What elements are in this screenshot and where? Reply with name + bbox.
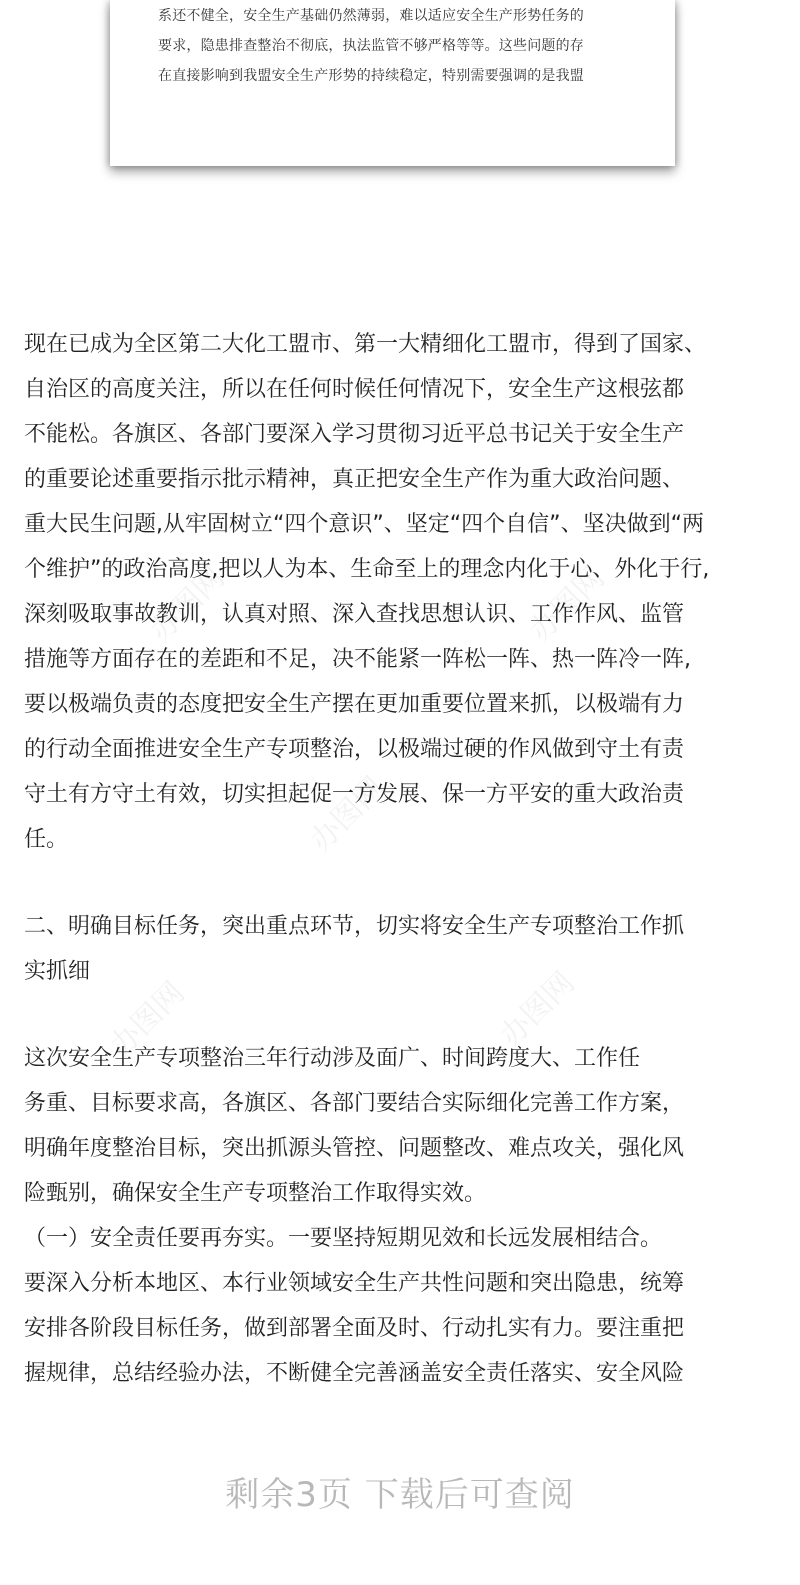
paragraph-line: 的重要论述重要指示批示精神，真正把安全生产作为重大政治问题、 — [24, 467, 685, 492]
preview-line: 在直接影响到我盟安全生产形势的持续稳定，特别需要强调的是我盟 — [158, 68, 584, 84]
paragraph-line: 要以极端负责的态度把安全生产摆在更加重要位置来抓，以极端有力 — [24, 692, 685, 717]
paragraph-line: 自治区的高度关注，所以在任何时候任何情况下，安全生产这根弦都 — [24, 377, 685, 402]
watermark: 办图网 — [523, 560, 612, 649]
paragraph-line: 的行动全面推进安全生产专项整治，以极端过硬的作风做到守土有责 — [24, 737, 685, 762]
preview-line: 要求，隐患排查整治不彻底，执法监管不够严格等等。这些问题的存 — [158, 38, 584, 54]
section-heading: 二、明确目标任务，突出重点环节，切实将安全生产专项整治工作抓 — [24, 914, 685, 939]
section-heading: 实抓细 — [24, 959, 91, 984]
paragraph-line: 险甄别，确保安全生产专项整治工作取得实效。 — [24, 1181, 487, 1206]
watermark: 办图网 — [493, 965, 582, 1054]
paragraph-line: 务重、目标要求高，各旗区、各部门要结合实际细化完善工作方案， — [24, 1091, 685, 1116]
paragraph-line: 守土有方守土有效，切实担起促一方发展、保一方平安的重大政治责 — [24, 782, 685, 807]
paragraph-line: 不能松。各旗区、各部门要深入学习贯彻习近平总书记关于安全生产 — [24, 422, 685, 447]
paragraph-line: 任。 — [24, 827, 69, 852]
preview-line: 系还不健全，安全生产基础仍然薄弱，难以适应安全生产形势任务的 — [158, 8, 584, 24]
paragraph-line: 深刻吸取事故教训，认真对照、深入查找思想认识、工作作风、监管 — [24, 602, 685, 627]
paragraph-line: 要深入分析本地区、本行业领域安全生产共性问题和突出隐患，统筹 — [24, 1271, 685, 1296]
preview-card — [110, 0, 675, 166]
paragraph-line: 现在已成为全区第二大化工盟市、第一大精细化工盟市，得到了国家、 — [24, 332, 707, 357]
paragraph-line: 个维护”的政治高度,把以人为本、生命至上的理念内化于心、外化于行, — [24, 557, 710, 582]
watermark: 办图网 — [143, 560, 232, 649]
paragraph-line: 这次安全生产专项整治三年行动涉及面广、时间跨度大、工作任 — [24, 1046, 641, 1071]
paragraph-line: （一）安全责任要再夯实。一要坚持短期见效和长远发展相结合。 — [24, 1226, 663, 1251]
paragraph-line: 明确年度整治目标，突出抓源头管控、问题整改、难点攻关，强化风 — [24, 1136, 685, 1161]
watermark: 办图网 — [303, 770, 392, 859]
watermark: 办图网 — [103, 975, 192, 1064]
paragraph-line: 重大民生问题,从牢固树立“四个意识”、坚定“四个自信”、坚决做到“两 — [24, 512, 704, 537]
paragraph-line: 安排各阶段目标任务，做到部署全面及时、行动扎实有力。要注重把 — [24, 1316, 685, 1341]
paragraph-line: 措施等方面存在的差距和不足，决不能紧一阵松一阵、热一阵冷一阵, — [24, 647, 691, 672]
paragraph-line: 握规律，总结经验办法，不断健全完善涵盖安全责任落实、安全风险 — [24, 1361, 685, 1386]
remaining-pages-banner[interactable]: 剩余3页 下载后可查阅 — [225, 1475, 575, 1515]
